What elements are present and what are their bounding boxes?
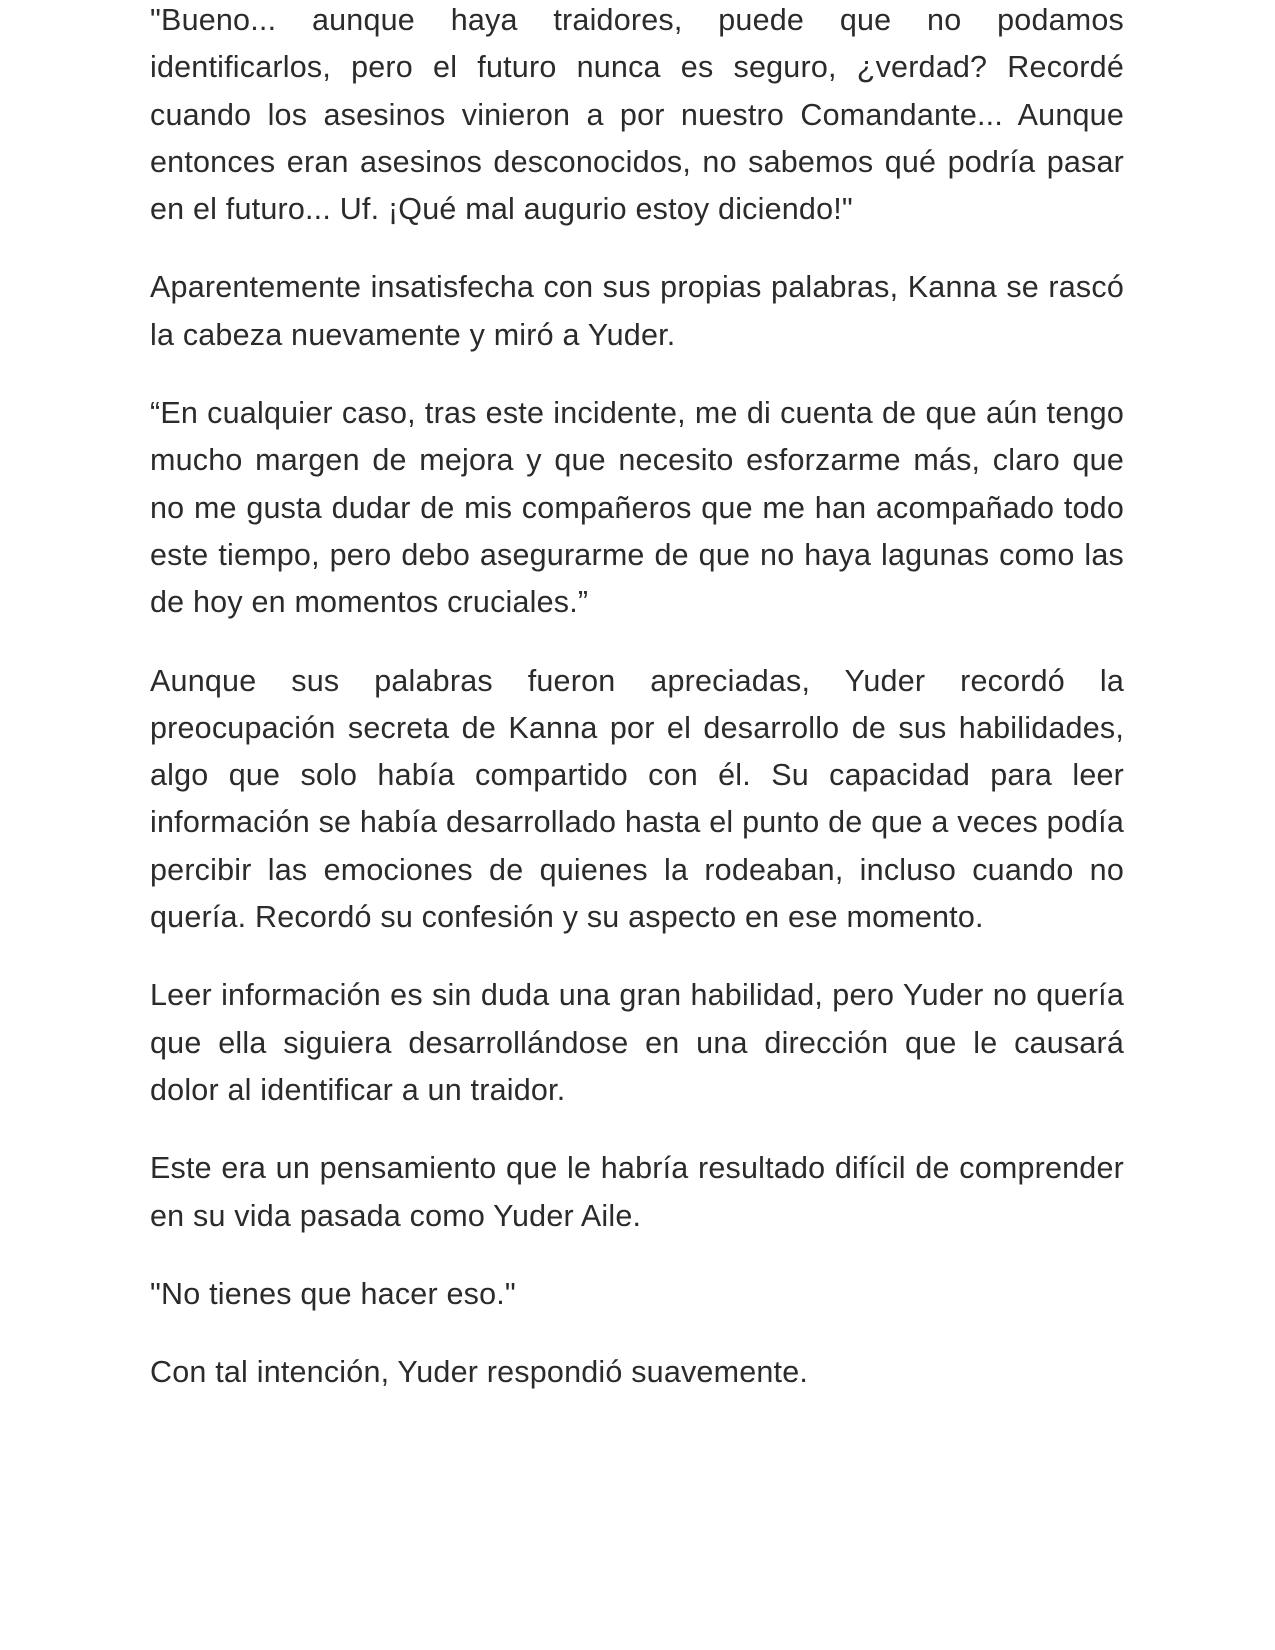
paragraph: "No tienes que hacer eso." xyxy=(150,1276,516,1311)
paragraph: Leer información es sin duda una gran habilidad, pero Yuder no quería que ella siguiera desarrollándose en una dirección que le causará dolor al identificar a un traidor. xyxy=(150,978,1124,1107)
paragraph: Con tal intención, Yuder respondió suavemente. xyxy=(150,1355,809,1390)
paragraph: "Bueno... aunque haya traidores, puede que no podamos identificarlos, pero el futuro nunca es seguro, ¿verdad? Recordé cuando los asesinos vinieron a por nuestro Comandante... Aunque entonces eran asesinos desconocidos, no sabemos qué podría pasar en el futuro... Uf. ¡Qué mal augurio estoy diciendo!" xyxy=(150,3,1124,227)
paragraph: Aunque sus palabras fueron apreciadas, Yuder recordó la preocupación secreta de Kanna por el desarrollo de sus habilidades, algo que solo había compartido con él. Su capacidad para leer información se había desarrollado hasta el punto de que a veces podía percibir las emociones de quienes la rodeaban, incluso cuando no quería. Recordó su confesión y su aspecto en ese momento. xyxy=(150,663,1124,935)
paragraph: “En cualquier caso, tras este incidente, me di cuenta de que aún tengo mucho margen de mejora y que necesito esforzarme más, claro que no me gusta dudar de mis compañeros que me han acompañado todo este tiempo, pero debo asegurarme de que no haya lagunas como las de hoy en momentos cruciales.” xyxy=(150,396,1124,620)
paragraph: Aparentemente insatisfecha con sus propias palabras, Kanna se rascó la cabeza nuevamente y miró a Yuder. xyxy=(150,270,1124,352)
document-page xyxy=(150,0,1124,1427)
paragraph: Este era un pensamiento que le habría resultado difícil de comprender en su vida pasada como Yuder Aile. xyxy=(150,1151,1124,1233)
